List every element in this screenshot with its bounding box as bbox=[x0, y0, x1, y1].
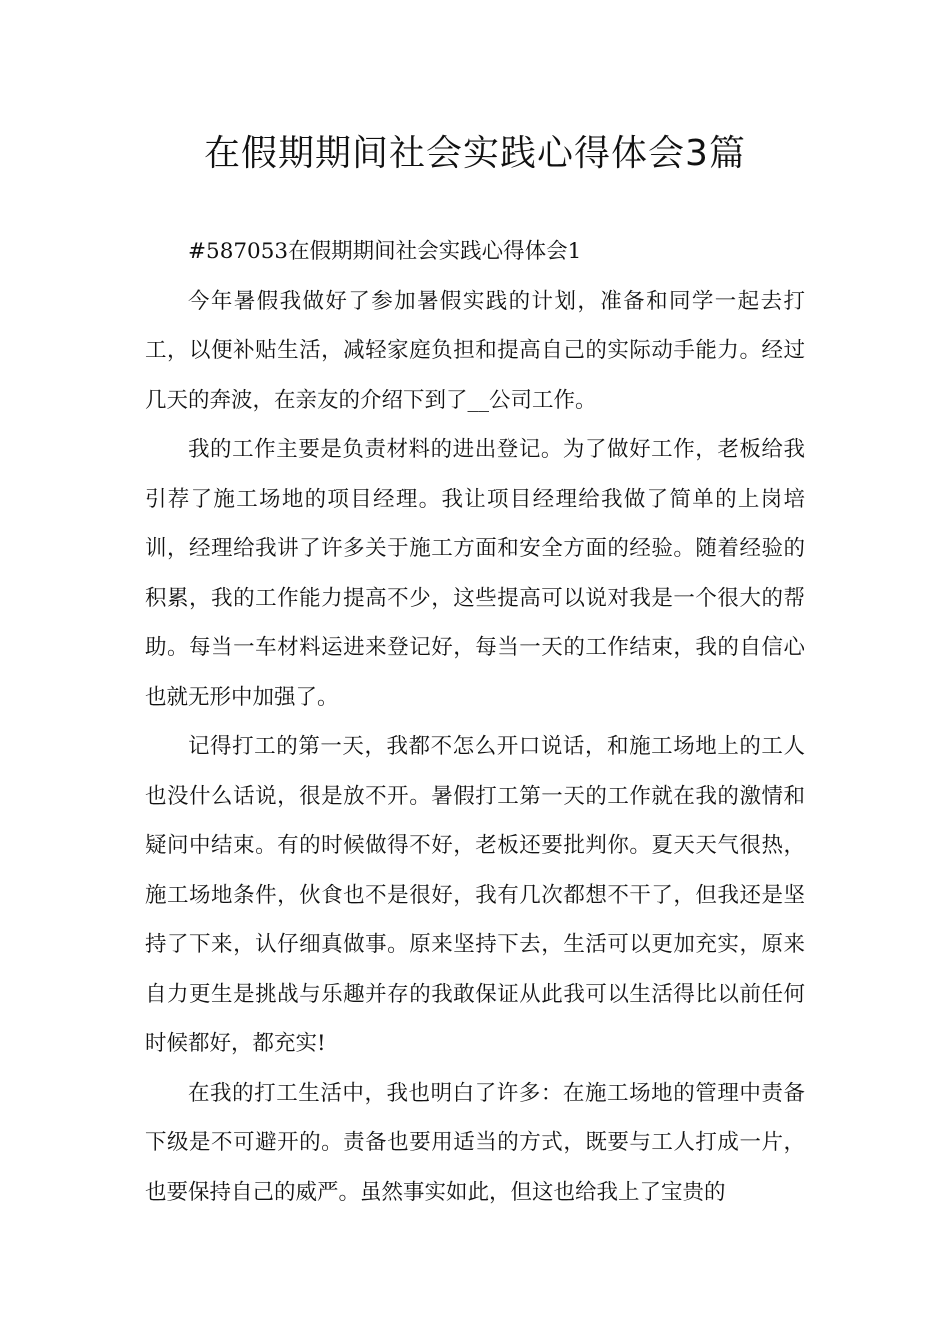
paragraph: 在我的打工生活中，我也明白了许多：在施工场地的管理中责备下级是不可避开的。责备也要用适当的方式，既要与工人打成一片，也要保持自己的威严。虽然事实如此，但这也给我上了宝贵的 bbox=[145, 1080, 805, 1205]
section-heading: #587053在假期期间社会实践心得体会1 bbox=[188, 239, 582, 264]
paragraph: 我的工作主要是负责材料的进出登记。为了做好工作，老板给我引荐了施工场地的项目经理。我让项目经理给我做了简单的上岗培训，经理给我讲了许多关于施工方面和安全方面的经验。随着经验的积累，我的工作能力提高不少，这些提高可以说对我是一个很大的帮助。每当一车材料运进来登记好，每当一天的工作结束，我的自信心也就无形中加强了。 bbox=[145, 437, 805, 710]
document-title: 在假期期间社会实践心得体会3篇 bbox=[204, 133, 746, 174]
paragraph: 记得打工的第一天，我都不怎么开口说话，和施工场地上的工人也没什么话说，很是放不开。暑假打工第一天的工作就在我的激情和疑问中结束。有的时候做得不好，老板还要批判你。夏天天气很热，施工场地条件，伙食也不是很好，我有几次都想不干了，但我还是坚持了下来，认仔细真做事。原来坚持下去，生活可以更加充实，原来自力更生是挑战与乐趣并存的我敢保证从此我可以生活得比以前任何时候都好，都充实! bbox=[145, 734, 805, 1056]
document-body bbox=[145, 227, 805, 1217]
paragraph: 今年暑假我做好了参加暑假实践的计划，准备和同学一起去打工，以便补贴生活，减轻家庭负担和提高自己的实际动手能力。经过几天的奔波，在亲友的介绍下到了__公司工作。 bbox=[145, 288, 805, 413]
